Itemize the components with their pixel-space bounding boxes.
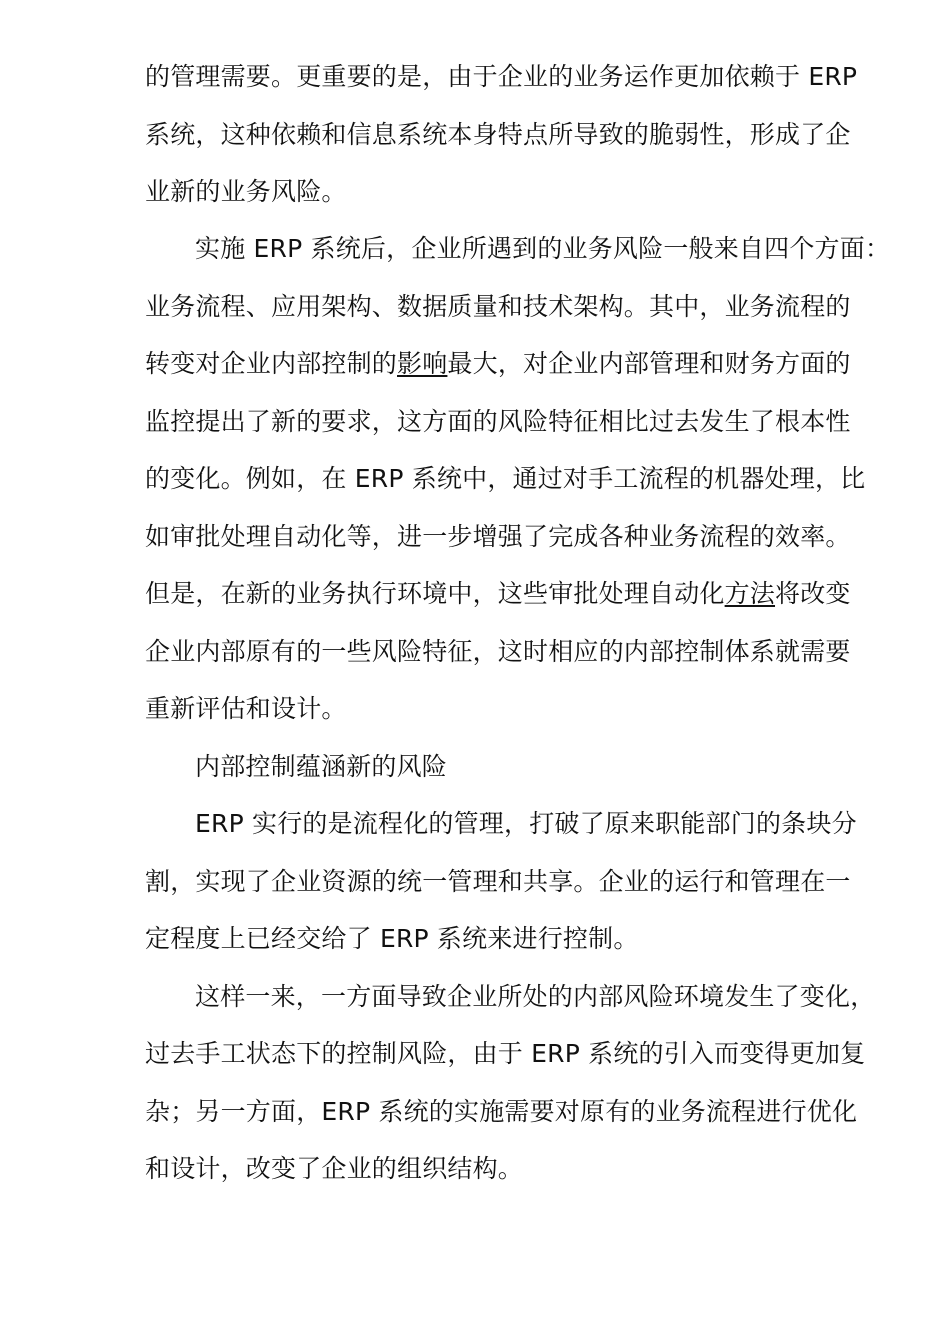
- text-segment: 但是，在新的业务执行环境中，这些审批处理自动化: [145, 579, 725, 608]
- text-line: 过去手工状态下的控制风险，由于 ERP 系统的引入而变得更加复: [145, 1039, 866, 1068]
- paragraph-first-line: ERP 实行的是流程化的管理，打破了原来职能部门的条块分: [195, 809, 857, 838]
- underlined-term: 方法: [724, 579, 776, 608]
- text-line: 定程度上已经交给了 ERP 系统来进行控制。: [145, 924, 639, 953]
- text-segment: 转变对企业内部控制的: [145, 349, 398, 378]
- text-segment: 将改变: [775, 579, 851, 608]
- text-line: 的变化。例如，在 ERP 系统中，通过对手工流程的机器处理，比: [145, 464, 866, 493]
- text-line: 和设计，改变了企业的组织结构。: [145, 1154, 524, 1183]
- text-line: [0, 577, 950, 611]
- paragraph-first-line: 实施 ERP 系统后，企业所遇到的业务风险一般来自四个方面：: [195, 234, 891, 263]
- paragraph-first-line: 这样一来，一方面导致企业所处的内部风险环境发生了变化，: [195, 982, 876, 1011]
- text-line: 监控提出了新的要求，这方面的风险特征相比过去发生了根本性: [145, 407, 851, 436]
- text-line: 的管理需要。更重要的是，由于企业的业务运作更加依赖于 ERP: [145, 62, 858, 91]
- section-heading: 内部控制蕴涵新的风险: [195, 752, 448, 781]
- text-line: 杂；另一方面，ERP 系统的实施需要对原有的业务流程进行优化: [145, 1097, 858, 1126]
- text-line: 企业内部原有的一些风险特征，这时相应的内部控制体系就需要: [145, 637, 851, 666]
- text-line: [0, 347, 950, 381]
- text-line: 业新的业务风险。: [145, 177, 347, 206]
- underlined-term: 影响: [397, 349, 448, 378]
- text-segment: 最大，对企业内部管理和财务方面的: [447, 349, 851, 378]
- text-line: 割，实现了企业资源的统一管理和共享。企业的运行和管理在一: [145, 867, 851, 896]
- text-line: 系统，这种依赖和信息系统本身特点所导致的脆弱性，形成了企: [145, 120, 851, 149]
- text-line: 业务流程、应用架构、数据质量和技术架构。其中，业务流程的: [145, 292, 851, 321]
- text-line: 如审批处理自动化等，进一步增强了完成各种业务流程的效率。: [145, 522, 851, 551]
- text-line: 重新评估和设计。: [145, 694, 347, 723]
